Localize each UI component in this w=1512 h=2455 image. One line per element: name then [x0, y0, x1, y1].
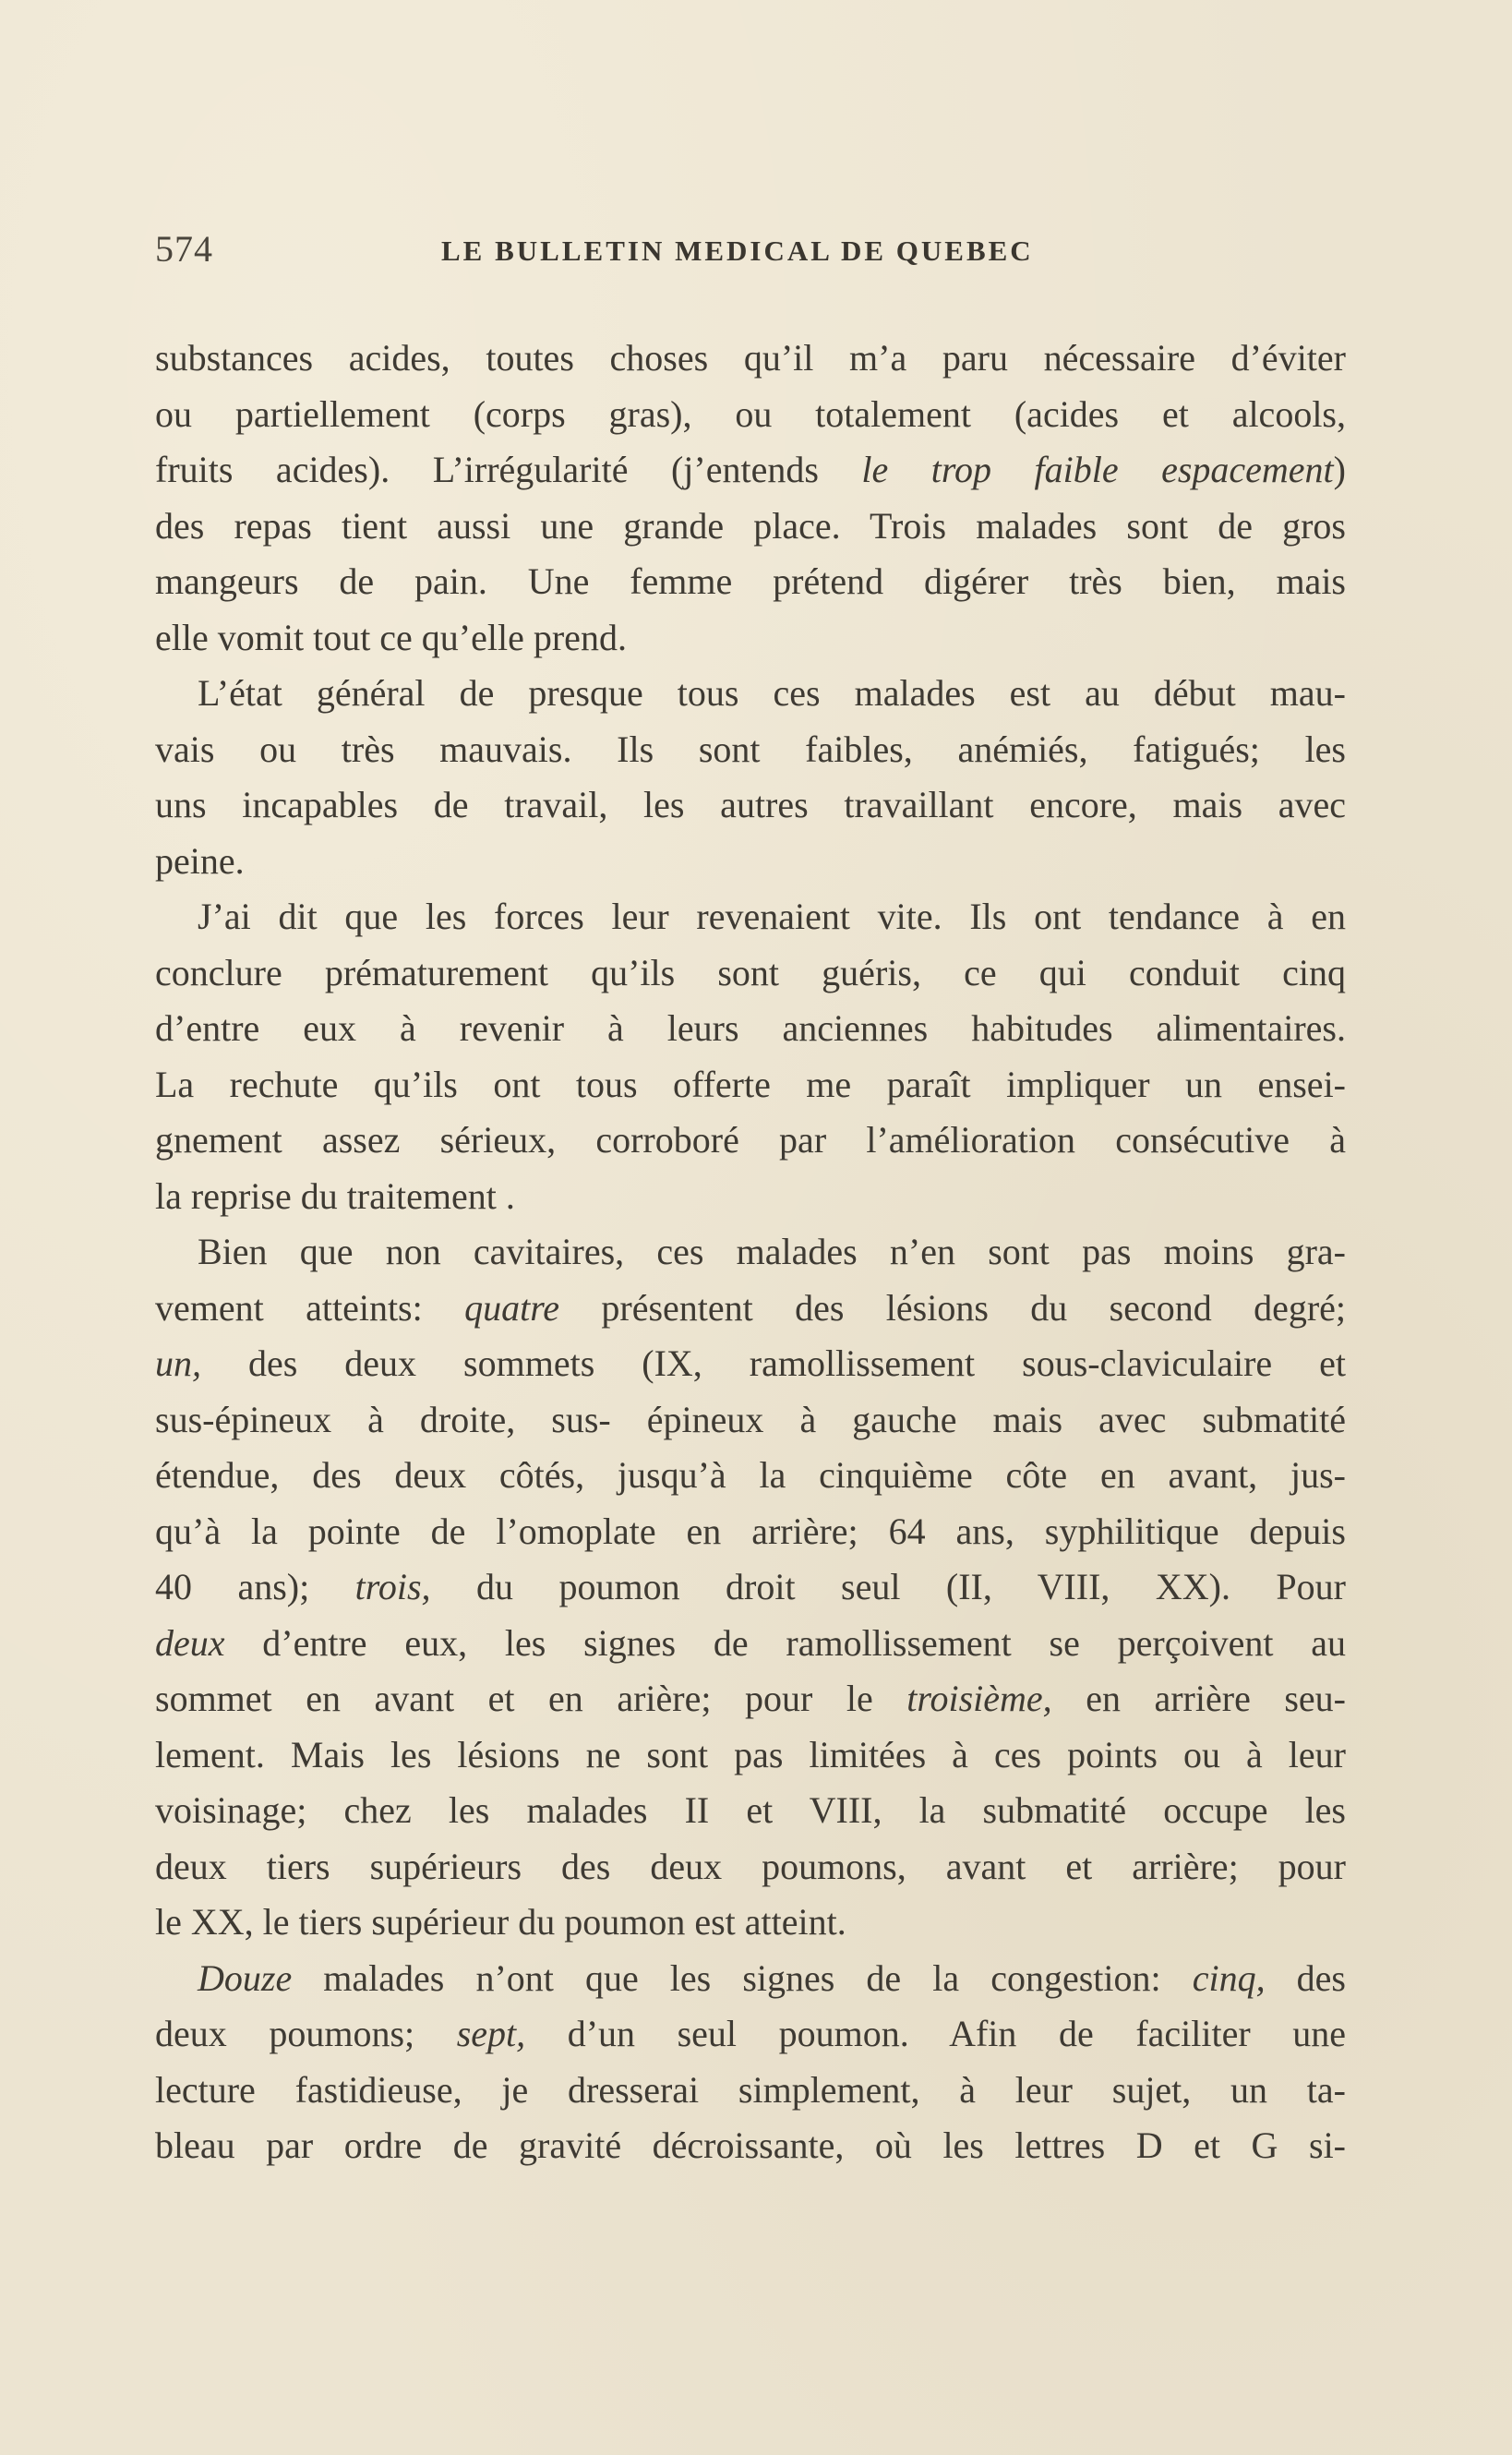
text-line: [155, 442, 1346, 499]
text-line: [155, 1616, 1346, 1672]
text-segment: d’un seul poumon. Afin de faciliter une: [525, 2013, 1346, 2054]
text-segment: vement atteints:: [155, 1286, 465, 1329]
page-number: 574: [155, 228, 213, 270]
text-line: [155, 1951, 1346, 2007]
italic-text: troisième,: [906, 1678, 1052, 1719]
text-line: [155, 1113, 1346, 1169]
text-line: [155, 1504, 1346, 1560]
text-line: [155, 1169, 1346, 1225]
italic-text: Douze: [198, 1956, 293, 1999]
text-line: [155, 1783, 1346, 1839]
italic-text: trois,: [354, 1566, 431, 1607]
text-line: [155, 2063, 1346, 2119]
text-line: [155, 1392, 1346, 1449]
text-line: [155, 777, 1346, 834]
text-segment: conclure prématurement qu’ils sont guéris, ce qui conduit cinq: [155, 951, 1346, 993]
italic-text: cinq,: [1192, 1956, 1266, 1999]
text-segment: J’ai dit que les forces leur revenaient vite. Ils ont tendance à en: [198, 896, 1346, 937]
text-segment: voisinage; chez les malades II et VIII, la submatité occupe les: [155, 1789, 1346, 1831]
text-segment: gnement assez sérieux, corroboré par l’amélioration consécutive à: [155, 1119, 1346, 1161]
body-text: [155, 331, 1346, 2174]
page-header: [155, 227, 1346, 286]
text-line: [155, 610, 1346, 667]
text-segment: présentent des lésions du second degré;: [559, 1286, 1346, 1329]
italic-text: le trop faible espacement: [861, 449, 1334, 490]
text-line: [155, 1336, 1346, 1392]
italic-text: sept,: [456, 2013, 526, 2054]
text-segment: le XX, le tiers supérieur du poumon est atteint.: [155, 1901, 846, 1943]
text-segment: Bien que non cavitaires, ces malades n’en sont pas moins gra-: [198, 1231, 1346, 1272]
text-segment: sus-épineux à droite, sus- épineux à gauche mais avec submatité: [155, 1398, 1346, 1440]
text-line: [155, 1281, 1346, 1337]
text-segment: la reprise du traitement .: [155, 1174, 515, 1217]
italic-text: un,: [155, 1342, 201, 1384]
text-line: [155, 387, 1346, 443]
text-line: [155, 1001, 1346, 1057]
text-segment: d’entre eux à revenir à leurs anciennes habitudes alimentaires.: [155, 1007, 1346, 1049]
text-segment: des deux sommets (IX, ramollissement sous-claviculaire et: [201, 1342, 1346, 1384]
text-segment: ou partiellement (corps gras), ou totalement (acides et alcools,: [155, 392, 1346, 435]
running-head: LE BULLETIN MEDICAL DE QUEBEC: [441, 235, 1034, 267]
text-line: [155, 331, 1346, 387]
text-line: [155, 1448, 1346, 1504]
text-segment: deux tiers supérieurs des deux poumons, avant et arrière; pour: [155, 1845, 1346, 1887]
text-line: [155, 889, 1346, 945]
text-line: [155, 666, 1346, 722]
text-line: [155, 1839, 1346, 1895]
text-segment: malades n’ont que les signes de la congestion:: [292, 1956, 1193, 1999]
text-segment: ): [1333, 449, 1346, 490]
text-line: [155, 834, 1346, 890]
text-segment: des: [1265, 1956, 1346, 1999]
text-segment: substances acides, toutes choses qu’il m’a paru nécessaire d’éviter: [155, 337, 1346, 379]
text-line: [155, 945, 1346, 1002]
text-line: [155, 1895, 1346, 1951]
text-line: [155, 1224, 1346, 1281]
text-line: [155, 1559, 1346, 1616]
text-line: [155, 499, 1346, 555]
text-line: [155, 1057, 1346, 1113]
text-segment: lement. Mais les lésions ne sont pas limitées à ces points ou à leur: [155, 1733, 1346, 1775]
text-segment: 40 ans);: [155, 1566, 355, 1607]
text-segment: d’entre eux, les signes de ramollissement se perçoivent au: [224, 1621, 1346, 1664]
text-segment: deux poumons;: [155, 2013, 457, 2054]
italic-text: quatre: [464, 1286, 560, 1329]
text-segment: uns incapables de travail, les autres travaillant encore, mais avec: [155, 784, 1346, 825]
text-line: [155, 1671, 1346, 1727]
text-segment: en arrière seu-: [1051, 1678, 1346, 1719]
text-segment: étendue, des deux côtés, jusqu’à la cinquième côte en avant, jus-: [155, 1454, 1346, 1496]
text-line: [155, 554, 1346, 610]
text-line: [155, 722, 1346, 778]
text-segment: vais ou très mauvais. Ils sont faibles, anémiés, fatigués; les: [155, 728, 1346, 770]
text-segment: peine.: [155, 839, 245, 882]
text-segment: mangeurs de pain. Une femme prétend digérer très bien, mais: [155, 560, 1346, 602]
text-segment: des repas tient aussi une grande place. Trois malades sont de gros: [155, 504, 1346, 547]
text-segment: sommet en avant et en arière; pour le: [155, 1678, 907, 1719]
text-segment: bleau par ordre de gravité décroissante, où les lettres D et G si-: [155, 2124, 1346, 2166]
text-segment: fruits acides). L’irrégularité (j’entends: [155, 449, 862, 490]
text-segment: lecture fastidieuse, je dresserai simplement, à leur sujet, un ta-: [155, 2068, 1346, 2111]
text-segment: qu’à la pointe de l’omoplate en arrière; 64 ans, syphilitique depuis: [155, 1510, 1346, 1552]
text-segment: L’état général de presque tous ces malades est au début mau-: [198, 672, 1346, 714]
text-line: [155, 2118, 1346, 2174]
text-segment: La rechute qu’ils ont tous offerte me paraît impliquer un ensei-: [155, 1063, 1346, 1105]
text-line: [155, 1727, 1346, 1784]
text-line: [155, 2006, 1346, 2063]
italic-text: deux: [155, 1621, 225, 1664]
text-segment: du poumon droit seul (II, VIII, XX). Pour: [430, 1566, 1346, 1607]
text-segment: elle vomit tout ce qu’elle prend.: [155, 616, 627, 658]
